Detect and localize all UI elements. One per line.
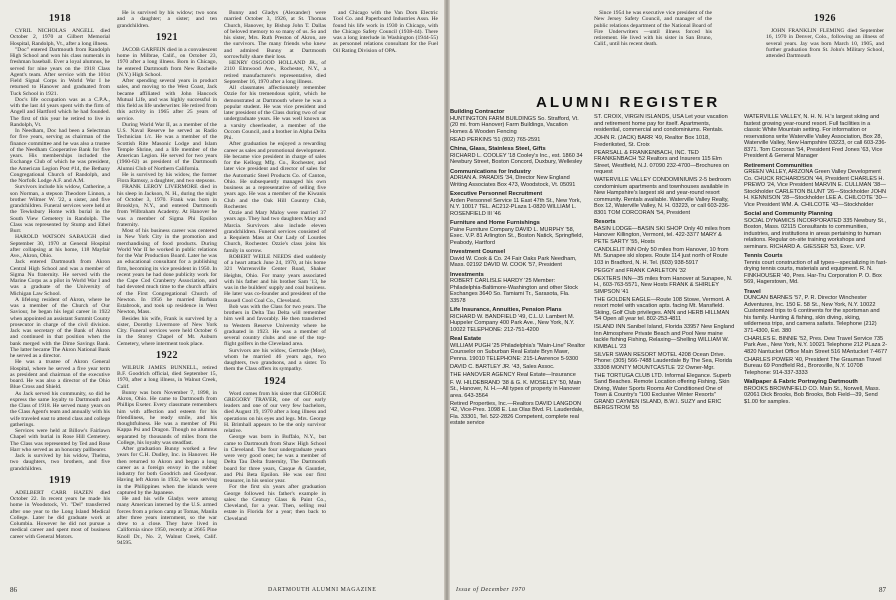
obituary-paragraph: Survivors include his widow, Catherine, a son Norman, a stepson Theodore Linnon, a brother Wilmer W. '22, a sister, and five grandchildren. Funeral services were held at the Tewksbury Home with burial in the South View Cemetery in Randolph. The Class was represented by Stump and Ethel Burr. <box>10 184 110 234</box>
obituary-paragraph: Besides his wife, Frank is survived by a sister, Dorothy Livermore of New York City. Funeral services were held October 6 in the Storey Chapel of Mt. Auburn Cemetery, where interment took place. <box>117 315 217 347</box>
register-category-heading: Executive Personnel Recruitment <box>450 191 543 197</box>
register-listing: DAVID C. BARTLEY JR. '43, Sales Assoc. <box>450 363 555 370</box>
obituary-paragraph: George was born in Buffalo, N.Y., but came to Dartmouth from Shaw High School in Cleveland. The four undergraduate years were very good ones; he was a member of Delta Tau Delta fraternity, The Dartmouth board for three years, Casque & Gauntlet, and Phi Beta Epsilon. He was our first treasurer, in his senior year. <box>224 434 326 484</box>
class-year-heading: 1924 <box>264 375 286 387</box>
register-listing: SILVER SWAN RESORT MOTEL 4208 Ocean Drive. Phone: (305) 566-7488 Lauderdale By The Sea, Florida 33308 MONTY MOUNTCASTLE '22 Owner-Mgr. <box>594 351 732 371</box>
register-listing: THE TORTUGA CLUB LTD. Informal Elegance. Superb Sand Beaches. Remote Location offering Fishing, Skin Diving, Water Sports Rooms Air Conditioned One of Town & Country's "100 Exclusive Winter Resorts" GRAND CAYMEN ISLAND, B.W.I. SUZY and ERIC BERGSTROM '55 <box>594 372 731 411</box>
obituary-paragraph: After spending several years in product sales, and moving to the West Coast, Jack became affiliated with John Hancock Mutual Life, and was highly successful in this field as life underwriter. He retired from this activity in 1965 after 25 years of service. <box>117 78 217 122</box>
register-listing: BROOKS BROWNFIELD CO. Main St., Norwell, Mass. 02061 Dick Brooks, Bob Brooks, Bob Field—39, Send $1.00 for samples. <box>744 385 881 405</box>
obituary-paragraph: HAROLD WATSON SABAUGH died September 30, 1970 at General Hospital after collapsing at his home, 118 Mayfair Ave., Akron, Ohio. <box>10 234 110 259</box>
page-gutter <box>444 0 450 600</box>
left-page <box>0 0 446 600</box>
obituary-paragraph: As Jack served his community, so did he express the same loyalty to Dartmouth and the Class of 1918. He served many years on the Class Agent's team and annually with his wife traveled east to attend class and college gatherings. <box>10 390 110 428</box>
class-year-heading: 1919 <box>49 474 71 486</box>
obituary-paragraph: After graduation he enjoyed a rewarding career as sales and promotional development. He became vice president in charge of sales for the Kellogg Mfg. Co., Rochester, and later vice president and director of sales for the Automatic Steel Products Co. of Canton, Ohio. He subsequently managed his own business as a representative of selling five years ago. He was a member of the Kiwanis Club and the Oak Hill Country Club, Rochester. <box>224 141 326 210</box>
register-category-heading: Life Insurance, Annuities, Pension Plans <box>450 307 562 313</box>
register-listing: F. W. HILDEBRAND '38 & G. K. MOSELEY '50, Main St., Hanover, N. H.—All types of property in Hanover area. 643-3564 <box>450 379 582 399</box>
register-listing: RICHARD L. COOLEY '18 Cooley's Inc., est. 1860 34 Newbury Street, Boston Concord, Duxbury, Wellesley <box>450 152 583 165</box>
obituary-paragraph: Most of his business career was centered in New York City in the promotion and merchandising of food products. During World War II he worked in public relations for the War Production Board. Later he was an educational consultant for a publishing firm, becoming its vice president in 1950. In recent years he had done publicity work for the Cape Cod Cranberry Association, and had devoted much time to the church affairs of the First Congregational Church of Newton. In 1956 he married Barbara Estabrook, and took up residence in West Newton, Mass. <box>117 228 217 316</box>
obituary-paragraph: CYRIL NICHOLAS ANGELL died October 2, 1970 at Gilbert Memorial Hospital, Randolph, Vt., after a long illness. <box>10 28 110 47</box>
register-listing: PEGGY and FRANK CARLETON '32 <box>594 267 686 274</box>
register-listing: READ PERKINS '51 (802) 765-2591 <box>450 136 541 143</box>
register-listing: DUNCAN BARNES '57, P. R. Director Winchester Adventures, Inc. 150 E. 58 St., New York, N.Y. 10022 Customized trips to 6 continents for the sportsman and his family. Hunting & fishing, skin diving, skiing, wilderness trips, and camera safaris. Telephone (212) 371-4300, Ext. 380 <box>744 295 880 334</box>
obituary-paragraph: Jack is survived by his widow, Thelma, two daughters, two brothers, and five grandchildren. <box>10 453 110 472</box>
obituary-paragraph: Doc's life occupation was as a C.P.A., with the last 44 years spent with the firm of Angell and Hartford which he had founded. The first of this year he retired to live in Randolph, Vt. <box>10 96 110 128</box>
register-listing: ADRIAN A. PARADIS '34, Director New England Writing Associates Box 473, Woodstock, Vt. 05091 <box>450 175 576 188</box>
obituary-paragraph: Bob was with the Class for two years. The brothers in Delta Tau Delta will remember him well and favorably. He then transferred to Western Reserve University where he graduated in 1923. He was a member of several country clubs and one of the top-flight golfers in the Cleveland area. <box>224 303 326 348</box>
register-category-heading: Investment Counsel <box>450 249 506 255</box>
obituary-paragraph: He was a trustee of Akron General Hospital, where he served a five year term as president and chairman of the executive board. He was also a director of the Ohio Blue Cross and Shield. <box>10 359 110 391</box>
register-listing: CHARLES E. BINNIE '52, Pres. Dew Travel Service 735 Park Ave., New York, N.Y. 10021 Telephone 212 PLaza 2-4820 Nantucket Office Main Street 516 MAntucket 7-4677 <box>744 335 888 355</box>
class-year-heading: 1918 <box>49 13 71 24</box>
running-footer-right: Issue of December 1970 <box>456 587 526 593</box>
obituary-text: Since 1954 he was executive vice president of the New Jersey Safety Council, and manager of the public relations department of the National Board of Fire Underwriters —until illness forced his retirement. He lived with his sister in San Bruno, Calif., until his recent death. <box>594 10 712 48</box>
obituary-paragraph: HENRY OSGOOD HOLLAND JR., of 2110 Elmwood Ave., Rochester, N.Y., a retired manufacturer's representative, died September 16, 1970 after a long illness. <box>224 60 326 85</box>
obituary-continuation <box>594 10 712 80</box>
obituary-paragraph: Bunny was born November 7, 1898, in Akron, Ohio. He came to Dartmouth from Phillips Exeter. Every classmate remembers him with affection and esteem for his friendliness, he ready smile, and his thoughtfulness. He was a member of Phi Kappa Psi and Dragon. Though no alumnus separated by thousands of miles from the College, his loyalty was steadfast. <box>117 389 217 446</box>
register-category-heading: Wallpaper & Fabric Portraying Dartmouth <box>744 379 858 385</box>
register-category-heading: Real Estate <box>450 336 482 342</box>
page-number-left: 86 <box>10 586 17 594</box>
obituary-paragraph: WILBUR JAMES BUNNELL, retired B.F. Goodrich official, died September 15, 1970, after a long illness, in Walnut Creek, Calif. <box>117 364 217 390</box>
class-year-heading: 1921 <box>156 31 178 43</box>
register-listing: Arden Personnel Service 11 East 47th St., New York, N.Y. 10017 TEL. AC212-PLaza 1-0820 WILLIAM L. ROSENFIELD III '46 <box>450 197 582 217</box>
register-listing: CHARLES POWER '40, President The Grauman Travel Bureau 69 Pondfield Rd., Bronxville, N.Y. 10708 Telephone: 914-337-3333 <box>744 356 882 376</box>
obituary-text: JOHN FRANKLIN FLEMING died September 16, 1970 in Denver, Colo., following an illness of several years. Jay was born March 10, 1905, and further graduation from St. John's Military School, attended Dartmouth <box>766 28 884 59</box>
register-listing: WATERVILLE VALLEY, N. H. N. H.'s largest skiing and fastest growing year-round resort. Full facilities in a classic White Mountain setting. For information or reservations write Waterville Valley Association, Box 28, Waterville Valley, New Hampshire 03223, or call 603-236-8371. Tom Corcoran '54, President Fred Jones '63, Vice President & General Manager <box>744 114 887 159</box>
obituary-column-3 <box>224 10 326 576</box>
register-category-heading: Communications for Industry <box>450 168 531 175</box>
register-category-heading: China, Glass, Stainless Steel, Gifts <box>450 146 546 152</box>
obituary-paragraph: ADELBERT CARR HAZEN died October 22. In recent years he made his home in Woodstock, Vt. "Del" transferred after one year to the Long Island Medical College. Later he did graduate work at Columbia. However he did not pursue a medical career and spent most of business career with General Motors. <box>10 489 110 540</box>
obituary-paragraph: After graduation Bunny worked a few years for C.H. Dudley, Inc. in Hanover. He then returned to Akron and began a long career as a foreign envoy in the rubber industry for both Goodrich and Goodyear. Having left Akron in 1932, he was serving in the Philippines when the islands were captured by the Japanese. <box>117 446 217 496</box>
obituary-paragraph: ROBERT WEILE NEEDS died suddenly of a heart attack June 24, 1970, at his home 321 Warrensville Center Road, Shaker Heights, Ohio. For many years associated with his father and his brother Sam '13, he was in the builders' supply and coal business. He later was co-founder and president of the Russell Cool Coal Co., Cleveland. <box>224 253 326 304</box>
register-listing: WILLIAM PUGH '25 Philadelphia's "Main-Line" Realtor Counselor on Suburban Real Estate Bryn Mawr, Penna. 19010 TELEPHONE: 215-LAwrence 5-9300 <box>450 342 586 362</box>
register-column-1 <box>450 106 586 576</box>
register-category-heading: Resorts <box>594 219 616 225</box>
register-listing: RICHARD W. BANDFIELD '49, C.L.U. Lambert M. Huppeler Company 400 Park Ave., New York, N.Y. 10022 TELEPHONE: 212-751-4200 <box>450 313 575 333</box>
obituary-column-4 <box>333 10 438 70</box>
alumni-register-title: ALUMNI REGISTER <box>536 94 721 111</box>
register-listing: David W. Cook & Co. 24 Fair Oaks Park Needham, Mass. 02192 DAVID W. COOK '57, President <box>450 255 577 268</box>
running-footer-left: DARTMOUTH ALUMNI MAGAZINE <box>268 587 377 593</box>
obituary-paragraph: "Doc" entered Dartmouth from Randolph High School and won his class numerals in freshman baseball. Ever a loyal alumnus, he served for nine years on the 1918 Class Agent's team. After service with the 101st Field Signal Corps in World War I he returned to Hanover and graduated from Tuck School in 1921. <box>10 46 110 97</box>
obituary-column-1 <box>10 10 110 576</box>
obituary-paragraph: Bunny and Gladys (Alexander) were married October 3, 1926, at St. Thomas Church, Hanover, by Bishop John T. Dallas of beloved memory to so many of us. So and his sister, Mrs. Ruth Preston of Akron, are the survivors. The many friends who knew and admired Bunny at Dartmouth sorrowfully share their loss. <box>224 10 326 60</box>
obituary-paragraph: All classmates affectionately remember Ozzie for his tremendous spirit, which he demonstrated at Dartmouth where he was a popular student. He was vice president and later president of the Class during two of our undergraduate years. He was well known as a varsity cheerleader, a member of the Occom Council, and a brother in Alpha Delta Phi. <box>224 85 326 141</box>
obituary-paragraph: A lifelong resident of Akron, where he was a member of the Church of Our Saviour, he began his legal career in 1922 when appointed an assistant Summit County prosecutor in charge of the civil division. Jack was secretary of the Bank of Akron and continued in that position when the bank merged with the Dime Savings Bank. The latter became The Akron National Bank he served as a director. <box>10 296 110 359</box>
register-category-heading: Social and Community Planning <box>744 211 833 217</box>
register-category-heading: Tennis Courts <box>744 253 783 259</box>
register-category-heading: Furniture and Home Furnishings <box>450 220 540 226</box>
register-listing: HUNTINGTON FARM BUILDINGS So. Strafford, Vt. (20 mi. from Hanover) Farm Buildings, Vacation Homes & Wooden Fencing <box>450 115 579 135</box>
obituary-paragraph: He and his wife Gladys were among many American interned by the U.S. armed forces from a prison camp at Tomas, Manila after three years internment, so the war drew to a close. They have lived in California since 1950, recently at 2665 Pine Knoll Dr., No. 2, Walnut Creek, Calif. 94595. <box>117 496 217 546</box>
obituary-paragraph: and Chicago with the Van Dorn Electric Tool Co. and Paperboard Industries Assn. He found his life work in 1930 in Chicago, with the Chicago Safety Council (1938-44). There was a long interlude in Washington (1944-55) as personnel relations consultant for the Fuel Oil Rating Division of OPA. <box>333 10 438 54</box>
register-column-2 <box>594 114 736 576</box>
register-listing: SOCIAL DYNAMICS INCORPORATED 335 Newbury St., Boston, Mass. 02115 Consultants to communities, industries, and institutions in areas pertaining to human relations. Regular on-site training workshops and seminars. RICHARD A. GIESSER '53, Exec. V.P. <box>744 217 887 250</box>
obituary-paragraph: FRANK LEROY LIVERMORE died in his sleep in Jackson, N. H., during the night of October 3, 1970. Frank was born in Brooklyn, N.Y., and entered Dartmouth from Wilbraham Academy. At Hanover he was a member of Sigma Phi Epsilon fraternity. <box>117 184 217 228</box>
register-listing: Tennis court construction of all types—specializing in fast-drying tennis courts, materials and equipment. R. N. FINKHOUSER '40, Pres. Har-Tru Corporation P. O. Box 569, Hagerstown, Md. <box>744 259 888 285</box>
register-column-3 <box>744 114 888 576</box>
obituary-paragraph: Survivors are his widow, Gertrude (Moe), whom he married 46 years ago, two daughters, two grandsons, and a sister. To them the Class offers its sympathy. <box>224 347 326 373</box>
register-listing: PEARSALL & FRANKENBACH, INC. TED FRANKENBACH '52 Realtors and Insurers 115 Elm Street, Westfield, N.J. 07090 232-4700—Brochures on request <box>594 149 730 175</box>
register-listing: Retired Properties, Inc.—Realtors DAVID LANGDON '42, Vice-Pres. 1098 E. Las Olas Blvd. Ft. Lauderdale, Fla. 33301, Tel. 522-2826 Competent, complete real estate service <box>450 400 584 426</box>
register-listing: ROBERT CARLISLE HARDY '25 Member: Philadelphia-Baltimore-Washington and other Stock Exchanges 3640 So. Tamiami Tr., Sarasota, Fla. 33578 <box>450 278 578 304</box>
obituary-paragraph: Services were held at Billow's Fairlawn Chapel with burial in Rose Hill Cemetery. The Class was represented by Ted and Rose Harr who served as an honorary pallbearer. <box>10 428 110 453</box>
obituary-paragraph: Ozzie and Mary Maloy were married 37 years ago. They had two daughters Mary and Marcia. Survivors also include eleven grandchildren. Funeral services consisted of a Requiem Mass at Our Lady of Lourdes Church, Rochester. Ozzie's class joins his family in sorrow. <box>224 210 326 254</box>
register-listing: WATERVILLE VALLEY CONDOMINIUMS 2-5 bedroom condominium apartments and townhouses available in New Hampshire's largest ski and year-round resort community. Rentals available. Waterville Valley Realty, Box 12, Waterville Valley, N. H. 03223, or call 603-236-8301 TOM CORCORAN '54, President <box>594 177 731 216</box>
register-listing: ISLAND INN Sanibel Island, Florida 33957 New England Inn Atmosphere Private Beach and Pool New maine tackle fishing Fishing, Relaxing—Shelling WILLIAM W. KIMBALL '23 <box>594 324 735 350</box>
obituary-paragraph: During World War II, as a member of the U.S. Naval Reserve he served as Radio Technician 1/c. He was a member of the Scottish Rite Masonic Lodge and Islam Temple Shrine, and a life member of the American Legion. He served for two years (1960-62) as president of the Dartmouth Alumni Club of Northern California. <box>117 121 217 172</box>
register-listing: CANDLELIT INN Only 50 miles from Hanover, 10 from Mt. Sunapee ski slopes. Route 114 just north of Route 103 in Bradford, N. H. Tel. (603) 938-5917 <box>594 246 729 266</box>
register-category-heading: Building Contractor <box>450 109 505 115</box>
register-category-heading: Travel <box>744 288 761 295</box>
obituary-1926-column <box>766 10 884 80</box>
register-listing: THE GOLDEN EAGLE—Route 108 Stowe, Vermont. A resort motel with vacation apts. facing Mt. Mansfield. Skiing, Golf Club privileges. ANN and HERB HILLMAN '54 Open all year tel. 802-253-4811 <box>594 296 730 322</box>
register-listing: BASIN LODGE—BASIN SKI SHOP Only 40 miles from Hanover Killington, Vermont, tel. 422-3377 MARY & PETE SARTY '55, Hosts <box>594 225 731 245</box>
right-page <box>446 0 896 600</box>
register-listing: JOHN R. (JACK) BARR '49, Realtor Box 1018, Frederiksted, St. Croix <box>594 135 710 148</box>
class-year-heading: 1926 <box>814 13 836 24</box>
register-listing: ST. CROIX, VIRGIN ISLANDS, USA Let your vacation and retirement home pay for itself. Apartments, residential, commercial and condominiums. Rentals. <box>594 114 728 133</box>
obituary-paragraph: For the first six years after graduation George followed his father's example in sales: the Century Glass & Paint Co., Cleveland, for a year. Then, selling real estate in Florida for a year; then back to Cleveland <box>224 484 326 522</box>
page-number-right: 87 <box>879 586 886 594</box>
obituary-paragraph: He is survived by his widow; two sons and a daughter; a sister; and ten grandchildren. <box>117 10 217 29</box>
register-listing: THE HANOVER AGENCY Real Estate—Insurance <box>450 371 576 378</box>
obituary-paragraph: JACOB GARFEIN died in a convalescent home in Milbrae, Calif., on October 23, 1970 after a long illness. Born in Chicago, he entered Dartmouth from New Rochelle (N.Y.) High School. <box>117 46 217 78</box>
register-category-heading: Retirement Communities <box>744 162 813 169</box>
obituary-paragraph: Jack entered Dartmouth from Akron Central High School and was a member of Sigma Nu fraternity. He served with the Marine Corps as a pilot in World War I and was a graduate of the University of Michigan Law School. <box>10 259 110 297</box>
register-listing: DEXTERS INN—35 miles from Hanover at Sunapee, N. H., 603-763-5571, New Hosts FRANK & SHIRLEY SIMPSON '41 <box>594 275 733 295</box>
obituary-paragraph: In Needham, Doc had been a Selectman for five years, serving as chairman of the finance committee and he was also a trustee of the Needham Cooperative Bank for five years. His memberships included the Exchange Club of which he was president, the American Legion Post #14, the Bethany Congregational Church of Randolph, and the Norfolk Lodge A.F. and A.M. <box>10 128 110 184</box>
register-listing: GREEN VALLEY, ARIZONA Green Valley Development Co. CHUCK RICHARDSON '44, President CHARLES H. PREWO '24, Vice President MARVIN E. CULLMAN '38—Stockholder CARLETON BLUNT '26—Stockholder JOHN H. KENNISON '28—Stockholder LEE A. CHILCOTE '30—Vice President WM. A. CHILCOTE '43—Stockholder <box>744 169 888 208</box>
obituary-paragraph: Word comes from his sister that GEORGE GREGORY TRAVER, one of our early leaders and one of our very few bachelors, died August 19, 1970 after a long illness and operations on his eyes and legs. Mrs. George H. Brimhall appears to be the only survivor relative. <box>224 390 326 434</box>
class-year-heading: 1922 <box>156 349 178 361</box>
obituary-column-2 <box>117 10 217 576</box>
obituary-paragraph: He is survived by his widow, the former Flora Ramssy, a daughter, and two stepsons. <box>117 171 217 184</box>
register-category-heading: Investments <box>450 271 484 278</box>
register-listing: Paine Furniture Company DAVID L. MURPHY '58, Exec. V.P. 81 Arlington St., Boston Natick, Springfield, Peabody, Hartford <box>450 226 584 246</box>
